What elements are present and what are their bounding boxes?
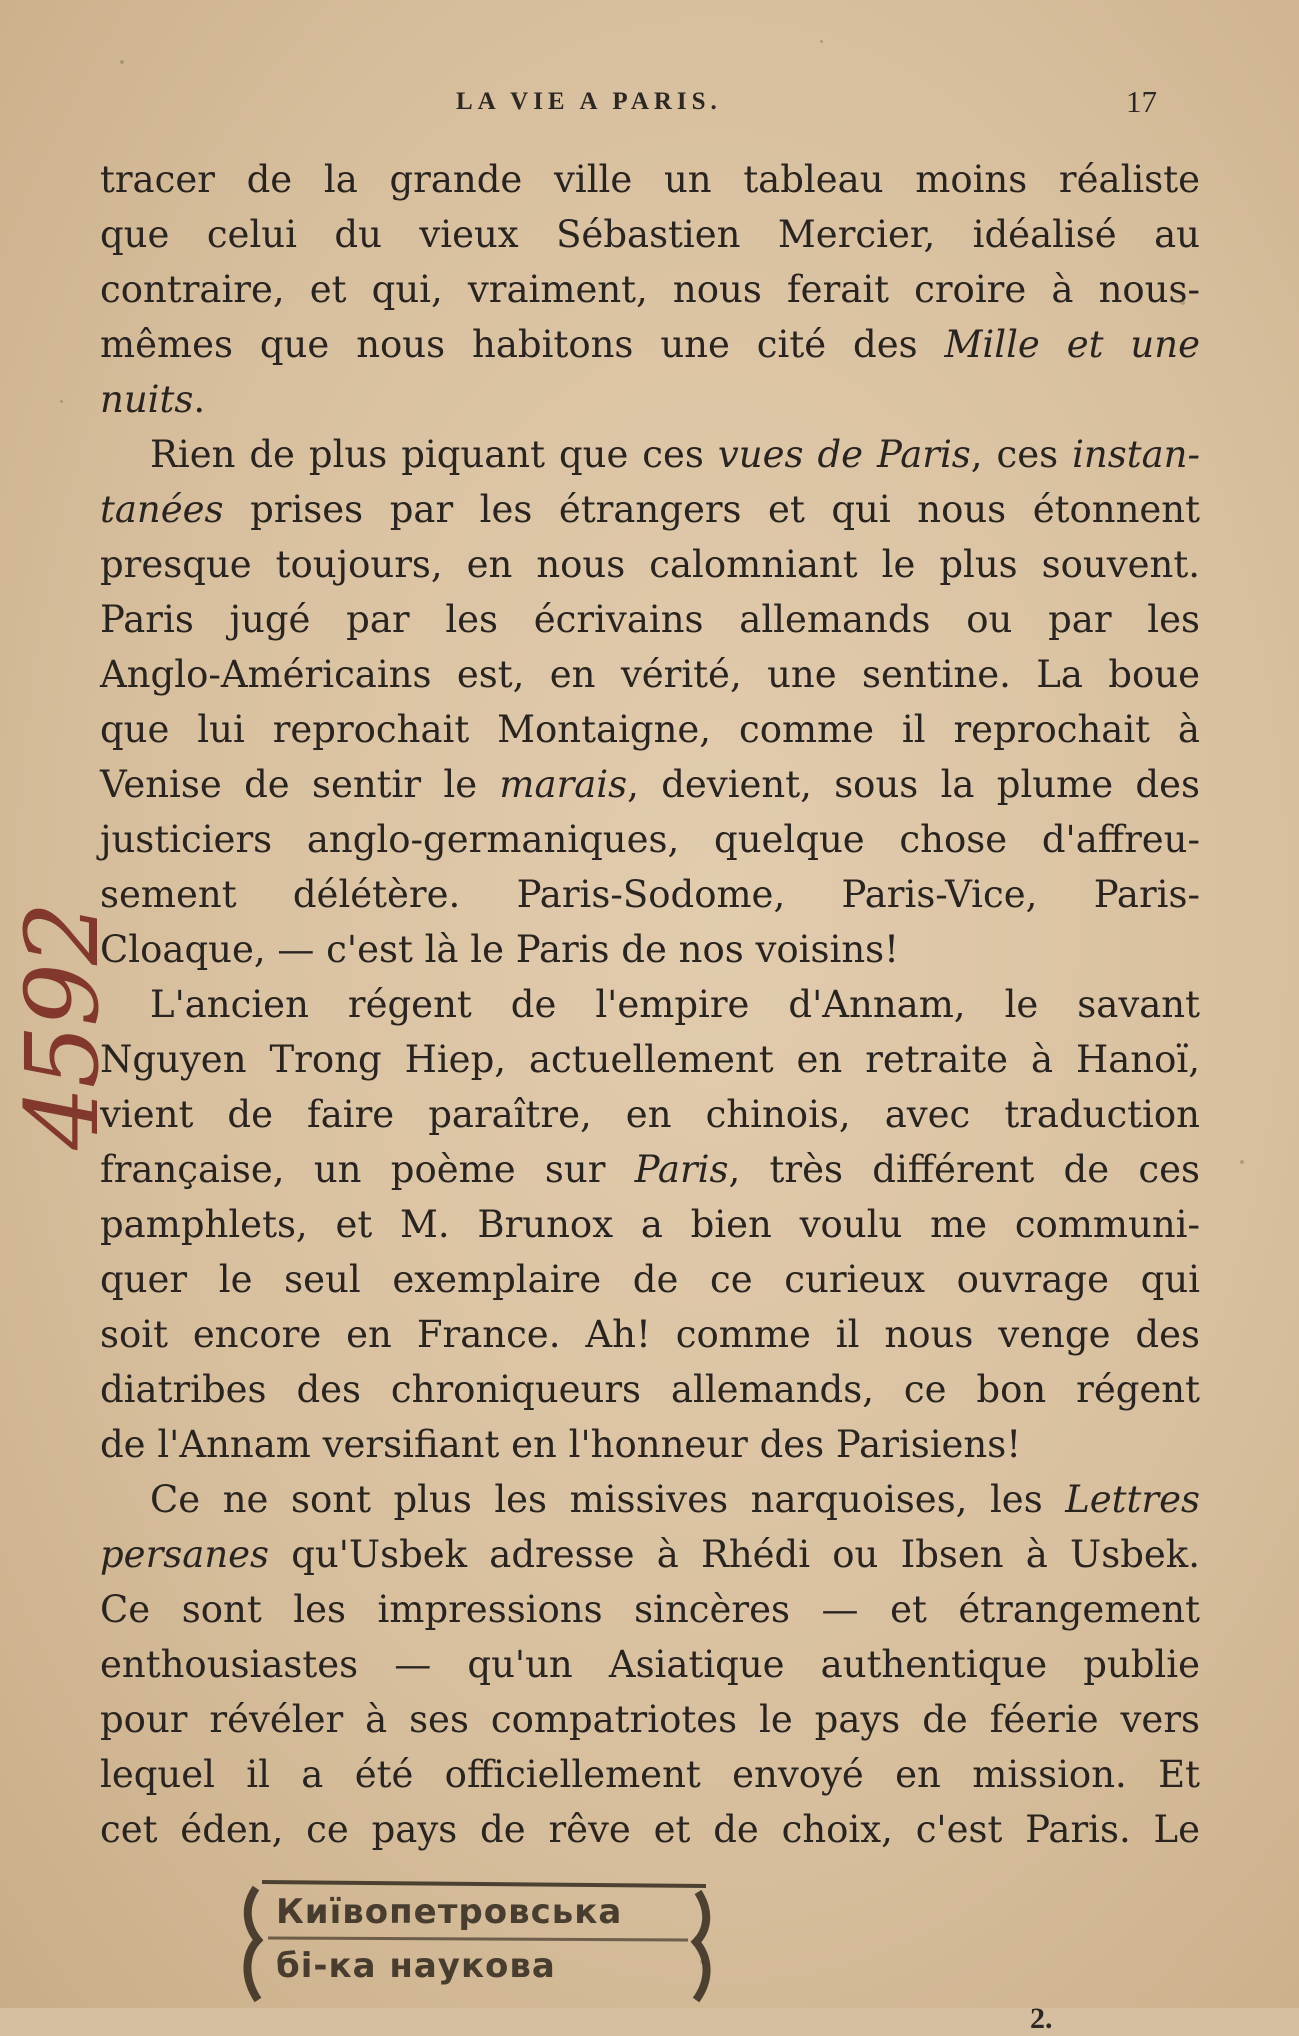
text-segment: qu'Usbek adresse à Rhédi ou Ibsen à Usbek.: [269, 1533, 1200, 1576]
page-number: 17: [1126, 84, 1157, 119]
text-segment: Cloaque, — c'est là le Paris de nos voisins!: [100, 928, 900, 971]
text-segment: pamphlets, et M. Brunox a bien voulu me communi-: [100, 1203, 1200, 1246]
paper-speck: [820, 40, 823, 43]
text-line: [100, 1197, 1200, 1252]
text-line: [100, 647, 1200, 702]
text-line: [100, 592, 1200, 647]
text-line: [100, 1472, 1200, 1527]
handwritten-margin-number: 4592: [4, 903, 121, 1150]
text-segment: cet éden, ce pays de rêve et de choix, c'est Paris. Le: [100, 1808, 1200, 1851]
text-line: [100, 1252, 1200, 1307]
text-segment: quer le seul exemplaire de ce curieux ouvrage qui: [100, 1258, 1200, 1301]
text-segment: diatribes des chroniqueurs allemands, ce bon régent: [100, 1368, 1200, 1411]
italic-text-segment: Mille et une: [944, 323, 1200, 366]
text-segment: prises par les étrangers et qui nous étonnent: [223, 488, 1200, 531]
text-line: [100, 1692, 1200, 1747]
text-segment: de l'Annam versifiant en l'honneur des Parisiens!: [100, 1423, 1022, 1466]
italic-text-segment: tanées: [100, 488, 224, 531]
text-line: [100, 427, 1200, 482]
text-segment: Ce sont les impressions sincères — et étrangement: [100, 1588, 1200, 1631]
text-segment: Anglo-Américains est, en vérité, une sentine. La boue: [100, 653, 1200, 696]
body-text: [100, 152, 1200, 1857]
text-line: [100, 1362, 1200, 1417]
stamp-line-1: Київопетровська: [276, 1892, 623, 1932]
text-segment: Nguyen Trong Hiep, actuellement en retraite à Hanoï,: [100, 1038, 1200, 1081]
text-segment: française, un poème sur: [100, 1148, 635, 1191]
text-segment: tracer de la grande ville un tableau moins réaliste: [100, 158, 1200, 201]
text-segment: Ce ne sont plus les missives narquoises, les: [150, 1478, 1066, 1521]
text-segment: sement délétère. Paris-Sodome, Paris-Vice, Paris-: [100, 873, 1200, 916]
text-line: [100, 1417, 1200, 1472]
italic-text-segment: vues de Paris: [717, 433, 971, 476]
italic-text-segment: Lettres: [1065, 1478, 1200, 1521]
text-segment: Paris jugé par les écrivains allemands ou par les: [100, 598, 1200, 641]
italic-text-segment: persanes: [100, 1533, 270, 1576]
text-line: [100, 372, 1200, 427]
text-line: [100, 977, 1200, 1032]
text-line: [100, 262, 1200, 317]
text-line: [100, 317, 1200, 372]
text-line: [100, 812, 1200, 867]
text-line: [100, 1637, 1200, 1692]
text-segment: pour révéler à ses compatriotes le pays de féerie vers: [100, 1698, 1200, 1741]
library-stamp: [228, 1878, 728, 2004]
text-line: [100, 757, 1200, 812]
paper-speck: [120, 60, 124, 64]
text-line: [100, 152, 1200, 207]
stamp-line-2: бі-ка наукова: [276, 1946, 556, 1986]
italic-text-segment: marais: [499, 763, 628, 806]
text-segment: , très différent de ces: [728, 1148, 1200, 1191]
text-line: [100, 207, 1200, 262]
text-segment: vient de faire paraître, en chinois, avec traduction: [100, 1093, 1200, 1136]
text-segment: .: [193, 378, 206, 421]
text-line: [100, 1307, 1200, 1362]
text-segment: presque toujours, en nous calomniant le plus souvent.: [100, 543, 1200, 586]
signature-mark: 2.: [1030, 2002, 1053, 2035]
text-segment: Rien de plus piquant que ces: [150, 433, 718, 476]
text-segment: soit encore en France. Ah! comme il nous venge des: [100, 1313, 1200, 1356]
text-segment: justiciers anglo-germaniques, quelque chose d'affreu-: [100, 818, 1200, 861]
paper-speck: [60, 400, 63, 403]
text-line: [100, 922, 1200, 977]
text-line: [100, 1802, 1200, 1857]
text-segment: , ces: [970, 433, 1073, 476]
text-line: [100, 867, 1200, 922]
text-segment: , devient, sous la plume des: [627, 763, 1200, 806]
text-segment: contraire, et qui, vraiment, nous ferait croire à nous-: [100, 268, 1200, 311]
text-segment: lequel il a été officiellement envoyé en mission. Et: [100, 1753, 1200, 1796]
text-line: [100, 1747, 1200, 1802]
text-line: [100, 1142, 1200, 1197]
text-segment: L'ancien régent de l'empire d'Annam, le savant: [150, 983, 1200, 1026]
text-segment: mêmes que nous habitons une cité des: [100, 323, 945, 366]
paper-speck: [1240, 1160, 1244, 1164]
text-line: [100, 702, 1200, 757]
text-segment: enthousiastes — qu'un Asiatique authentique publie: [100, 1643, 1200, 1686]
text-line: [100, 482, 1200, 537]
italic-text-segment: instan-: [1072, 433, 1200, 476]
text-segment: que lui reprochait Montaigne, comme il reprochait à: [100, 708, 1200, 751]
text-segment: Venise de sentir le: [100, 763, 500, 806]
text-segment: que celui du vieux Sébastien Mercier, idéalisé au: [100, 213, 1200, 256]
text-line: [100, 1527, 1200, 1582]
text-line: [100, 1087, 1200, 1142]
text-line: [100, 1032, 1200, 1087]
running-title: LA VIE A PARIS.: [456, 88, 722, 115]
italic-text-segment: nuits: [100, 378, 194, 421]
text-line: [100, 537, 1200, 592]
text-line: [100, 1582, 1200, 1637]
italic-text-segment: Paris: [634, 1148, 729, 1191]
